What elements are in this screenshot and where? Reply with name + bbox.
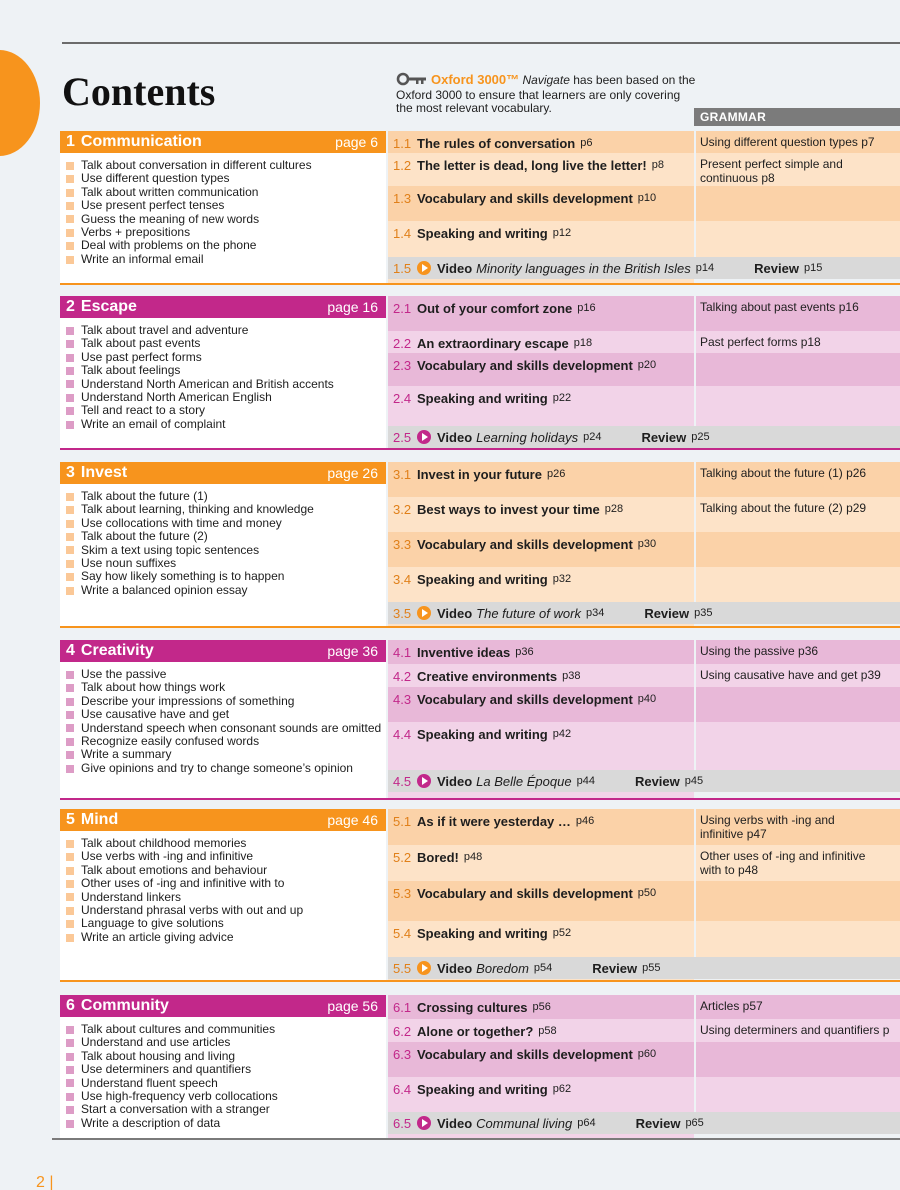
key-icon xyxy=(396,72,428,89)
play-icon xyxy=(417,430,431,444)
oxford-brand: Oxford 3000™ xyxy=(431,72,520,87)
objective-item: Talk about written communication xyxy=(66,186,386,199)
objective-item: Understand and use articles xyxy=(66,1036,386,1049)
objective-item: Understand linkers xyxy=(66,891,386,904)
square-bullet-icon xyxy=(66,573,74,581)
unit-divider xyxy=(60,448,900,450)
unit-page: page 56 xyxy=(327,998,378,1014)
unit-header[interactable] xyxy=(60,131,386,153)
unit-title: 3 Invest xyxy=(66,464,128,481)
lesson-row[interactable]: 5.4 Speaking and writing p52 xyxy=(393,926,572,941)
play-icon xyxy=(417,1116,431,1130)
square-bullet-icon xyxy=(66,907,74,915)
objective-item: Talk about the future (2) xyxy=(66,530,386,543)
grammar-item xyxy=(696,881,900,921)
lesson-row[interactable]: 1.4 Speaking and writing p12 xyxy=(393,226,572,241)
square-bullet-icon xyxy=(66,162,74,170)
lesson-row[interactable]: 3.1 Invest in your future p26 xyxy=(388,462,694,497)
unit-overview xyxy=(60,131,386,283)
objective-item: Write a balanced opinion essay xyxy=(66,584,386,597)
grammar-item xyxy=(696,722,900,770)
square-bullet-icon xyxy=(66,407,74,415)
unit-header[interactable] xyxy=(60,296,386,318)
objective-item: Talk about conversation in different cultures xyxy=(66,159,386,172)
lesson-row[interactable]: 3.2 Best ways to invest your time p28 xyxy=(393,502,624,517)
square-bullet-icon xyxy=(66,867,74,875)
unit-4 xyxy=(0,640,900,798)
oxford-text: has been based on the Oxford 3000 to ensure that learners are only covering the most relevant vocabulary. xyxy=(396,73,696,115)
grammar-column xyxy=(696,809,900,957)
oxford-3000-note xyxy=(396,72,696,115)
lesson-row[interactable]: 6.4 Speaking and writing p62 xyxy=(393,1082,572,1097)
square-bullet-icon xyxy=(66,421,74,429)
lessons-column xyxy=(388,640,704,798)
objective-item: Other uses of -ing and infinitive with to xyxy=(66,877,386,890)
square-bullet-icon xyxy=(66,724,74,732)
grammar-item xyxy=(696,567,900,602)
lesson-row[interactable]: 2.2 An extraordinary escape p18 xyxy=(393,336,593,351)
objective-item: Understand fluent speech xyxy=(66,1077,386,1090)
objective-item: Start a conversation with a stranger xyxy=(66,1103,386,1116)
square-bullet-icon xyxy=(66,229,74,237)
grammar-column xyxy=(696,462,900,602)
objective-item: Describe your impressions of something xyxy=(66,695,386,708)
square-bullet-icon xyxy=(66,671,74,679)
page-number: 2 | xyxy=(36,1174,54,1190)
grammar-item xyxy=(696,386,900,422)
objective-item: Use causative have and get xyxy=(66,708,386,721)
lesson-row[interactable]: 4.1 Inventive ideas p36 xyxy=(388,640,694,664)
objective-item: Understand North American and British accents xyxy=(66,378,386,391)
lesson-row[interactable]: 1.3 Vocabulary and skills development p10 xyxy=(388,186,694,221)
unit-title: 1 Communication xyxy=(66,133,202,150)
objective-item: Talk about the future (1) xyxy=(66,490,386,503)
objective-item: Use high-frequency verb collocations xyxy=(66,1090,386,1103)
video-review-row[interactable]: 2.5 Video Learning holidays p24 Review p25 xyxy=(388,426,900,448)
objective-item: Recognize easily confused words xyxy=(66,735,386,748)
lesson-row[interactable]: 5.2 Bored! p48 xyxy=(393,850,483,865)
objective-item: Use different question types xyxy=(66,172,386,185)
objectives-list xyxy=(60,1017,386,1130)
objective-item: Talk about travel and adventure xyxy=(66,324,386,337)
grammar-column-header: GRAMMAR xyxy=(694,108,900,126)
grammar-item xyxy=(696,186,900,221)
square-bullet-icon xyxy=(66,1106,74,1114)
objective-item: Language to give solutions xyxy=(66,917,386,930)
unit-header[interactable] xyxy=(60,809,386,831)
square-bullet-icon xyxy=(66,738,74,746)
objective-item: Talk about emotions and behaviour xyxy=(66,864,386,877)
square-bullet-icon xyxy=(66,1039,74,1047)
unit-overview xyxy=(60,995,386,1138)
objective-item: Tell and react to a story xyxy=(66,404,386,417)
square-bullet-icon xyxy=(66,751,74,759)
objective-item: Talk about how things work xyxy=(66,681,386,694)
objective-item: Talk about housing and living xyxy=(66,1050,386,1063)
lessons-column xyxy=(388,296,710,448)
play-icon xyxy=(417,961,431,975)
unit-page: page 36 xyxy=(327,643,378,659)
unit-header[interactable] xyxy=(60,995,386,1017)
grammar-item: Using verbs with -ing and infinitive p47 xyxy=(696,809,900,845)
square-bullet-icon xyxy=(66,533,74,541)
square-bullet-icon xyxy=(66,711,74,719)
square-bullet-icon xyxy=(66,493,74,501)
objectives-list xyxy=(60,831,386,944)
objective-item: Deal with problems on the phone xyxy=(66,239,386,252)
grammar-item: Using causative have and get p39 xyxy=(700,668,881,682)
unit-title: 5 Mind xyxy=(66,811,119,828)
objective-item: Talk about learning, thinking and knowledge xyxy=(66,503,386,516)
square-bullet-icon xyxy=(66,202,74,210)
video-review-row[interactable]: 6.5 Video Communal living p64 Review p65 xyxy=(388,1112,900,1134)
square-bullet-icon xyxy=(66,1026,74,1034)
lessons-column xyxy=(388,462,713,626)
page-title: Contents xyxy=(62,69,216,114)
square-bullet-icon xyxy=(66,1079,74,1087)
objective-item: Use past perfect forms xyxy=(66,351,386,364)
unit-6 xyxy=(0,995,900,1138)
lesson-row[interactable]: 1.1 The rules of conversation p6 xyxy=(388,131,694,153)
grammar-item xyxy=(696,532,900,567)
square-bullet-icon xyxy=(66,256,74,264)
unit-divider xyxy=(60,798,900,800)
play-icon xyxy=(417,261,431,275)
objective-item: Write a description of data xyxy=(66,1117,386,1130)
lesson-row[interactable]: 3.3 Vocabulary and skills development p30 xyxy=(388,532,694,567)
unit-overview xyxy=(60,640,386,798)
grammar-item: Articles p57 xyxy=(696,995,900,1019)
unit-divider xyxy=(60,980,900,982)
grammar-column xyxy=(696,131,900,257)
grammar-item xyxy=(696,687,900,722)
unit-page: page 6 xyxy=(335,134,378,150)
square-bullet-icon xyxy=(66,380,74,388)
grammar-column xyxy=(696,296,900,426)
square-bullet-icon xyxy=(66,394,74,402)
objective-item: Write an email of complaint xyxy=(66,418,386,431)
unit-header[interactable] xyxy=(60,640,386,662)
objectives-list xyxy=(60,662,386,775)
lesson-row[interactable]: 5.1 As if it were yesterday … p46 xyxy=(388,809,694,845)
objective-item: Write a summary xyxy=(66,748,386,761)
objective-item: Guess the meaning of new words xyxy=(66,213,386,226)
grammar-item: Using different question types p7 xyxy=(696,131,900,153)
lesson-row[interactable]: 2.3 Vocabulary and skills development p20 xyxy=(388,353,694,386)
lesson-row[interactable]: 6.1 Crossing cultures p56 xyxy=(388,995,694,1019)
grammar-item: Talking about the future (1) p26 xyxy=(696,462,900,497)
lesson-row[interactable]: 2.1 Out of your comfort zone p16 xyxy=(388,296,694,331)
grammar-item xyxy=(696,221,900,256)
square-bullet-icon xyxy=(66,354,74,362)
square-bullet-icon xyxy=(66,934,74,942)
objective-item: Understand speech when consonant sounds are omitted xyxy=(66,722,386,735)
lesson-row[interactable]: 6.3 Vocabulary and skills development p60 xyxy=(388,1042,694,1077)
square-bullet-icon xyxy=(66,215,74,223)
unit-divider xyxy=(60,626,900,628)
square-bullet-icon xyxy=(66,684,74,692)
bottom-rule xyxy=(52,1138,900,1140)
square-bullet-icon xyxy=(66,367,74,375)
unit-page: page 46 xyxy=(327,812,378,828)
square-bullet-icon xyxy=(66,340,74,348)
unit-3 xyxy=(0,462,900,626)
lessons-column xyxy=(388,995,704,1138)
grammar-item: Present perfect simple and continuous p8 xyxy=(700,157,843,185)
lesson-row[interactable]: 2.4 Speaking and writing p22 xyxy=(393,391,572,406)
unit-title: 2 Escape xyxy=(66,298,137,315)
objective-item: Understand phrasal verbs with out and up xyxy=(66,904,386,917)
objective-item: Understand North American English xyxy=(66,391,386,404)
square-bullet-icon xyxy=(66,920,74,928)
lesson-row[interactable]: 6.2 Alone or together? p58 xyxy=(393,1024,557,1039)
unit-overview xyxy=(60,296,386,448)
objective-item: Talk about childhood memories xyxy=(66,837,386,850)
unit-page: page 26 xyxy=(327,465,378,481)
square-bullet-icon xyxy=(66,1066,74,1074)
square-bullet-icon xyxy=(66,853,74,861)
unit-divider xyxy=(60,283,900,285)
square-bullet-icon xyxy=(66,520,74,528)
unit-header[interactable] xyxy=(60,462,386,484)
objective-item: Give opinions and try to change someone’s opinion xyxy=(66,762,386,775)
square-bullet-icon xyxy=(66,1053,74,1061)
lesson-row[interactable]: 4.2 Creative environments p38 xyxy=(393,669,581,684)
grammar-item: Past perfect forms p18 xyxy=(700,335,821,349)
grammar-item xyxy=(696,1042,900,1077)
objective-item: Use collocations with time and money xyxy=(66,517,386,530)
lesson-row[interactable]: 5.3 Vocabulary and skills development p50 xyxy=(388,881,694,921)
grammar-item: Using the passive p36 xyxy=(696,640,900,664)
unit-page: page 16 xyxy=(327,299,378,315)
square-bullet-icon xyxy=(66,840,74,848)
objectives-list xyxy=(60,318,386,431)
square-bullet-icon xyxy=(66,893,74,901)
unit-overview xyxy=(60,809,386,980)
grammar-item: Using determiners and quantifiers p xyxy=(700,1023,890,1037)
unit-5 xyxy=(0,809,900,980)
square-bullet-icon xyxy=(66,1093,74,1101)
objective-item: Use noun suffixes xyxy=(66,557,386,570)
objective-item: Talk about feelings xyxy=(66,364,386,377)
top-rule xyxy=(62,42,900,44)
objective-item: Use the passive xyxy=(66,668,386,681)
square-bullet-icon xyxy=(66,1120,74,1128)
grammar-item xyxy=(696,353,900,386)
objectives-list xyxy=(60,484,386,597)
lesson-row[interactable]: 4.3 Vocabulary and skills development p40 xyxy=(388,687,694,722)
grammar-item: Other uses of -ing and infinitive with to p48 xyxy=(700,849,866,877)
objective-item: Use determiners and quantifiers xyxy=(66,1063,386,1076)
objective-item: Use present perfect tenses xyxy=(66,199,386,212)
objective-item: Write an article giving advice xyxy=(66,931,386,944)
video-review-row[interactable]: 5.5 Video Boredom p54 Review p55 xyxy=(388,957,900,979)
unit-overview xyxy=(60,462,386,626)
play-icon xyxy=(417,606,431,620)
square-bullet-icon xyxy=(66,546,74,554)
lesson-row[interactable]: 3.4 Speaking and writing p32 xyxy=(393,572,572,587)
square-bullet-icon xyxy=(66,698,74,706)
objective-item: Talk about past events xyxy=(66,337,386,350)
video-review-row[interactable]: 4.5 Video La Belle Époque p44 Review p45 xyxy=(388,770,900,792)
unit-title: 6 Community xyxy=(66,997,169,1014)
square-bullet-icon xyxy=(66,880,74,888)
square-bullet-icon xyxy=(66,175,74,183)
video-review-row[interactable]: 3.5 Video The future of work p34 Review p35 xyxy=(388,602,900,624)
grammar-column xyxy=(696,995,900,1112)
square-bullet-icon xyxy=(66,506,74,514)
unit-2 xyxy=(0,296,900,448)
objective-item: Skim a text using topic sentences xyxy=(66,544,386,557)
square-bullet-icon xyxy=(66,327,74,335)
grammar-item: Talking about past events p16 xyxy=(696,296,900,331)
square-bullet-icon xyxy=(66,587,74,595)
objectives-list xyxy=(60,153,386,266)
objective-item: Verbs + prepositions xyxy=(66,226,386,239)
square-bullet-icon xyxy=(66,765,74,773)
square-bullet-icon xyxy=(66,242,74,250)
objective-item: Use verbs with -ing and infinitive xyxy=(66,850,386,863)
grammar-item xyxy=(696,921,900,957)
objective-item: Write an informal email xyxy=(66,253,386,266)
grammar-item xyxy=(696,1077,900,1112)
objective-item: Say how likely something is to happen xyxy=(66,570,386,583)
play-icon xyxy=(417,774,431,788)
oxford-italic: Navigate xyxy=(522,73,570,87)
grammar-item: Talking about the future (2) p29 xyxy=(700,501,867,515)
unit-1 xyxy=(0,131,900,283)
square-bullet-icon xyxy=(66,189,74,197)
grammar-column xyxy=(696,640,900,770)
video-review-row[interactable]: 1.5 Video Minority languages in the British Isles p14 Review p15 xyxy=(388,257,900,279)
square-bullet-icon xyxy=(66,560,74,568)
unit-title: 4 Creativity xyxy=(66,642,154,659)
lesson-row[interactable]: 1.2 The letter is dead, long live the letter! p8 xyxy=(393,158,664,173)
lesson-row[interactable]: 4.4 Speaking and writing p42 xyxy=(393,727,572,742)
lessons-column xyxy=(388,809,694,980)
objective-item: Talk about cultures and communities xyxy=(66,1023,386,1036)
